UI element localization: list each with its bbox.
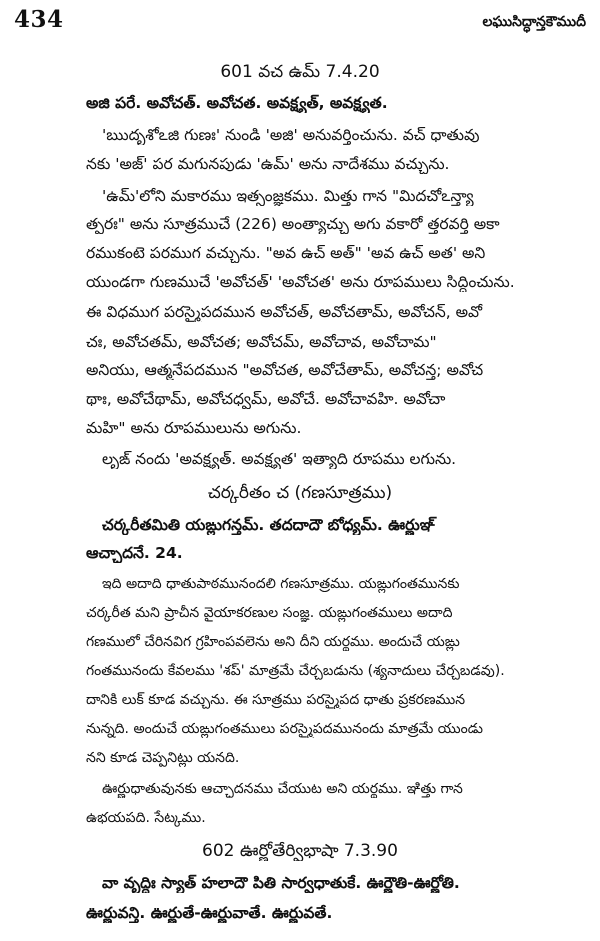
sutra-601-text: అజి పరే. అవోచత్. అవోచత. అవక్ష్యత్, అవక్ష్యత.	[86, 94, 388, 112]
commentary-line: ఇది అదాది ధాతుపాఠమునందలి గణసూత్రము. యఙ్లుగంతమునకు	[102, 576, 460, 592]
page-header	[14, 6, 586, 42]
commentary-line: 'ఋదృశోఽజి గుణః' నుండి 'అజి' అనువర్తించును. వచ్ ధాతువు	[102, 126, 480, 144]
commentary-line: నని కూడ చెప్పనిట్లు యనది.	[86, 750, 240, 766]
commentary-line: త్పరః" అను సూత్రముచే (226) అంత్యాచ్చు అగు వకారో త్తరవర్తి అకా	[86, 215, 500, 233]
commentary-line: 'ఉమ్'లోని మకారము ఇత్సంజ్ఞకము. మిత్తు గాన "మిదచోఽన్త్యా	[102, 187, 474, 205]
commentary-line: ఊర్ణుధాతువునకు ఆచ్ఛాదనము చేయుట అని యర్థము. ఞిత్తు గాన	[102, 781, 463, 797]
commentary-line: అనియు, ఆత్మనేపదమున "అవోచత, అవోచేతామ్, అవోచన్త; అవోచ	[86, 361, 484, 379]
commentary-line: థాః, అవోచేథామ్, అవోచధ్వమ్, అవోచే. అవోచావహి. అవోచా	[86, 390, 446, 408]
commentary-line: చః, అవోచతమ్, అవోచత; అవోచమ్, అవోచావ, అవోచామ"	[86, 333, 437, 351]
commentary-line: రముకంటె పరముగ వచ్చును. "అవ ఉచ్ అత్" 'అవ ఉచ్ అత' అని	[86, 244, 486, 262]
commentary-line: యుండగా గుణముచే 'అవోచత్' 'అవోచత' అను రూపములు సిద్ధించును.	[86, 273, 515, 291]
commentary-line: దానికి లుక్ కూడ వచ్చును. ఈ సూత్రము పరస్మైపద ధాతు ప్రకరణమున	[86, 692, 466, 708]
sutra-602-text: వా వృద్ధిః స్యాత్ హలాదౌ పితి సార్వధాతుకే. ఊర్ణౌతి-ఊర్ణోతి.	[102, 874, 460, 892]
sutra-602-text: ఊర్ణువన్తి. ఊర్ణుతే-ఊర్ణువాతే. ఊర్ణువతే.	[86, 904, 333, 922]
sutra-602-heading: 602 ఊర్ణోతేర్విభాషా 7.3.90	[202, 841, 398, 861]
commentary-line: చర్కరీత మని ప్రాచీన వైయాకరణుల సంజ్ఞ. యఙ్లుగంతములు అదాది	[86, 605, 453, 621]
running-title: లఘుసిద్ధాన్తకౌముదీ	[482, 14, 586, 30]
commentary-line: మహి" అను రూపములును అగును.	[86, 419, 302, 437]
commentary-line: ఉభయపది. సేట్కము.	[86, 810, 206, 826]
sutra-601-heading: 601 వచ ఉమ్ 7.4.20	[220, 62, 380, 82]
commentary-line: నున్నది. అందుచే యఙ్లుగంతములు పరస్మైపదమునందు మాత్రమే యుండు	[86, 721, 483, 737]
commentary-line: గంతమునందు కేవలము 'శప్' మాత్రమే చేర్చబడును (శ్యనాదులు చేర్చబడవు).	[86, 663, 505, 679]
page-number: 434	[14, 6, 64, 33]
ganasutra-heading: చర్కరీతం చ (గణసూత్రము)	[207, 483, 393, 503]
commentary-line: నకు 'అజ్' పర మగునపుడు 'ఉమ్' అను నాదేశము వచ్చును.	[86, 155, 450, 173]
lrun-line: లృఙ్ నందు 'అవక్ష్యత్. అవక్ష్యత' ఇత్యాది రూపము లగును.	[102, 450, 457, 468]
commentary-line: గణములో చేరినవిగ గ్రహింపవలెను అని దీని యర్థము. అందుచే యఙ్లు	[86, 634, 460, 650]
ganasutra-text: చర్కరీతమితి యఙ్లుగన్తమ్. తదదాదౌ బోధ్యమ్. ఊర్ణుఞ్	[102, 516, 435, 534]
ganasutra-text: ఆచ్ఛాదనే. 24.	[86, 544, 183, 562]
commentary-line: ఈ విధముగ పరస్మైపదమున అవోచత్, అవోచతామ్, అవోచన్, అవో	[86, 303, 483, 321]
